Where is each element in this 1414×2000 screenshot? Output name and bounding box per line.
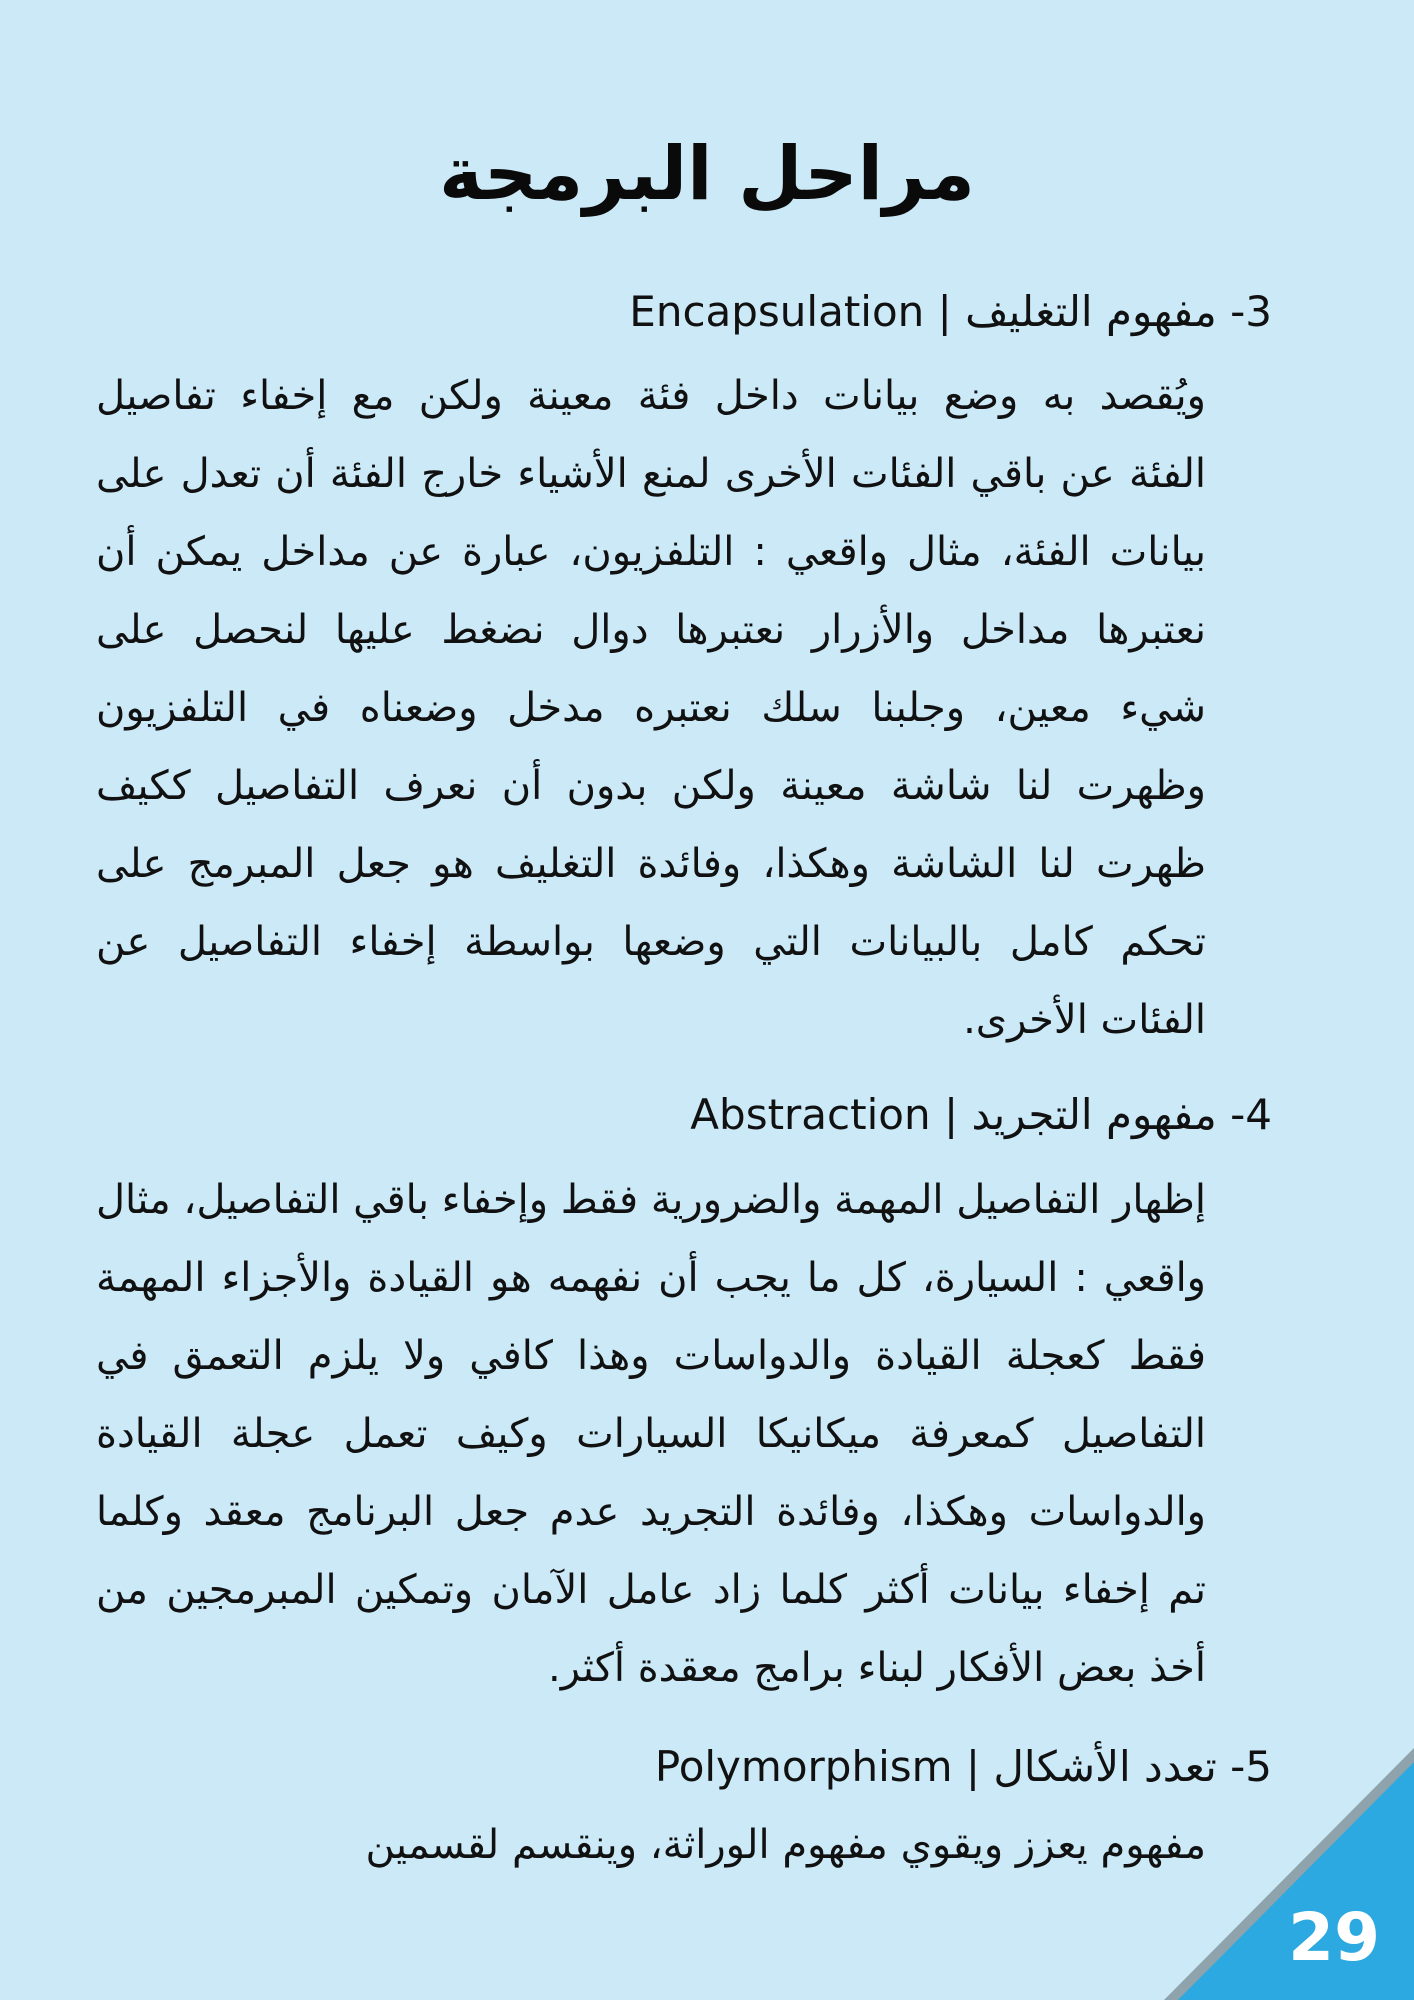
paragraph-line: الفئة عن باقي الفئات الأخرى لمنع الأشياء خارج الفئة أن تعدل على (96, 451, 1206, 497)
paragraph-line: فقط كعجلة القيادة والدواسات وهذا كافي ولا يلزم التعمق في (96, 1333, 1206, 1379)
section-body-polymorphism (96, 1806, 1206, 1884)
paragraph-line: إظهار التفاصيل المهمة والضرورية فقط وإخفاء باقي التفاصيل، مثال (95, 1177, 1206, 1223)
section-heading-polymorphism: 5- تعدد الأشكال | Polymorphism (654, 1742, 1272, 1791)
paragraph-line: أخذ بعض الأفكار لبناء برامج معقدة أكثر. (547, 1645, 1206, 1691)
page-corner-decoration (1164, 1748, 1414, 2000)
section-body-encapsulation (96, 357, 1206, 1059)
paragraph-line: بيانات الفئة، مثال واقعي : التلفزيون، عبارة عن مداخل يمكن أن (96, 529, 1206, 575)
paragraph-line: والدواسات وهكذا، وفائدة التجريد عدم جعل البرنامج معقد وكلما (96, 1489, 1206, 1535)
paragraph-line: وظهرت لنا شاشة معينة ولكن بدون أن نعرف التفاصيل ككيف (96, 763, 1206, 809)
paragraph-line: تحكم كامل بالبيانات التي وضعها بواسطة إخفاء التفاصيل عن (96, 919, 1206, 965)
paragraph-line: نعتبرها مداخل والأزرار نعتبرها دوال نضغط عليها لنحصل على (96, 607, 1206, 653)
paragraph-line: مفهوم يعزز ويقوي مفهوم الوراثة، وينقسم لقسمين (365, 1822, 1206, 1868)
paragraph-line: التفاصيل كمعرفة ميكانيكا السيارات وكيف تعمل عجلة القيادة (96, 1411, 1206, 1457)
section-heading-encapsulation: 3- مفهوم التغليف | Encapsulation (629, 287, 1272, 336)
section-body-abstraction (96, 1161, 1206, 1707)
paragraph-line: تم إخفاء بيانات أكثر كلما زاد عامل الآمان وتمكين المبرمجين من (96, 1567, 1206, 1613)
page-number: 29 (1288, 1899, 1380, 1976)
paragraph-line: الفئات الأخرى. (963, 997, 1206, 1043)
paragraph-line: ظهرت لنا الشاشة وهكذا، وفائدة التغليف هو جعل المبرمج على (96, 841, 1206, 887)
page-title: مراحل البرمجة (439, 131, 975, 217)
section-heading-abstraction: 4- مفهوم التجريد | Abstraction (690, 1090, 1272, 1139)
paragraph-line: ويُقصد به وضع بيانات داخل فئة معينة ولكن مع إخفاء تفاصيل (96, 373, 1206, 419)
paragraph-line: شيء معين، وجلبنا سلك نعتبره مدخل وضعناه في التلفزيون (96, 685, 1206, 731)
paragraph-line: واقعي : السيارة، كل ما يجب أن نفهمه هو القيادة والأجزاء المهمة (96, 1255, 1206, 1301)
